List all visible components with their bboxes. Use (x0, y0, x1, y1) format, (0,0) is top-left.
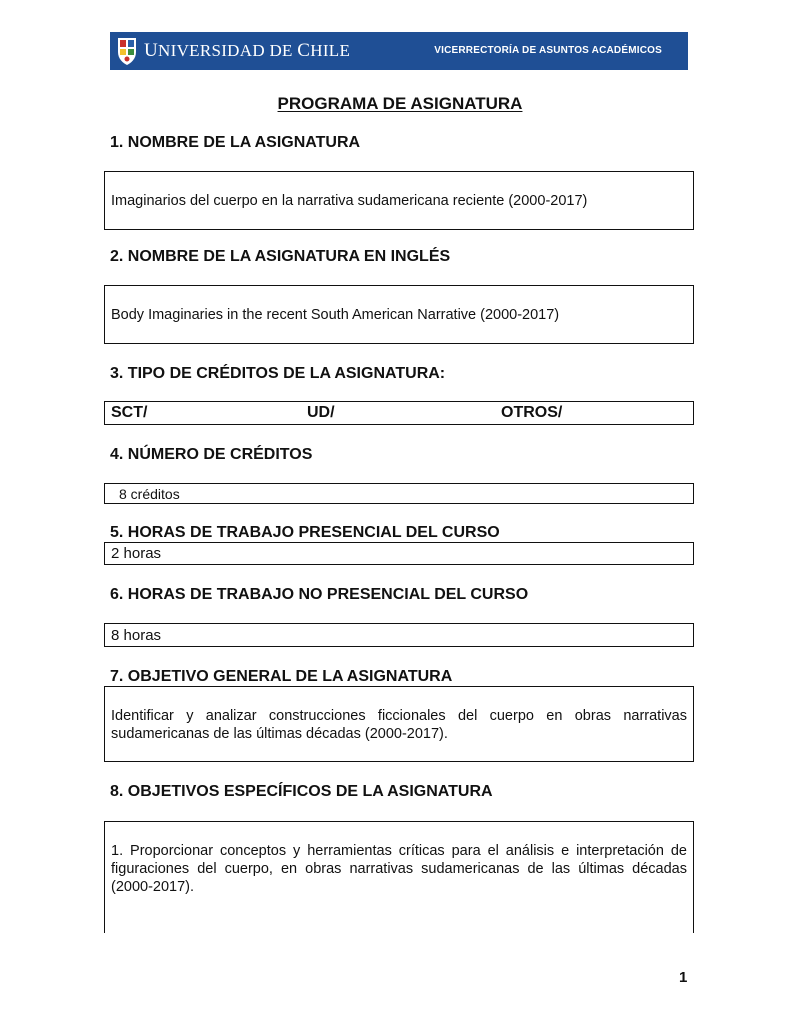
course-name-english-value: Body Imaginaries in the recent South American Narrative (2000-2017) (111, 306, 560, 323)
credits-number-value: 8 créditos (119, 485, 180, 502)
header-banner (110, 32, 688, 70)
presential-hours-value: 2 horas (111, 545, 162, 562)
section-7-box (104, 686, 694, 762)
section-3-box (104, 401, 694, 425)
page-number: 1 (679, 969, 688, 986)
credit-type-otros: OTROS/ (501, 404, 563, 421)
section-8-box (104, 821, 694, 933)
specific-objectives-value: 1. Proporcionar conceptos y herramientas críticas para el análisis e interpretación de figuraciones del cuerpo, en obras narrativas sudamericanas de las últimas décadas (2000-2017). (111, 843, 687, 895)
vicerrectoria-label: VICERRECTORÍA DE ASUNTOS ACADÉMICOS (434, 45, 662, 56)
section-8-heading: 8. OBJETIVOS ESPECÍFICOS DE LA ASIGNATURA (110, 783, 493, 800)
credit-types-row (105, 402, 693, 424)
credit-type-sct: SCT/ (111, 404, 148, 421)
section-4-heading: 4. NÚMERO DE CRÉDITOS (110, 446, 313, 463)
section-3-heading: 3. TIPO DE CRÉDITOS DE LA ASIGNATURA: (110, 365, 446, 382)
section-7-heading: 7. OBJETIVO GENERAL DE LA ASIGNATURA (110, 668, 453, 685)
section-2-box (104, 285, 694, 344)
section-4-box (104, 483, 694, 504)
course-name-value: Imaginarios del cuerpo en la narrativa sudamericana reciente (2000-2017) (111, 192, 588, 209)
general-objective-value: Identificar y analizar construcciones ficcionales del cuerpo en obras narrativas sudamericanas de las últimas décadas (2000-2017). (111, 708, 687, 742)
section-1-box (104, 171, 694, 230)
section-1-heading: 1. NOMBRE DE LA ASIGNATURA (110, 134, 361, 151)
section-6-heading: 6. HORAS DE TRABAJO NO PRESENCIAL DEL CURSO (110, 586, 529, 603)
page-title: PROGRAMA DE ASIGNATURA (277, 94, 523, 113)
section-5-box (104, 542, 694, 565)
credit-type-ud: UD/ (307, 404, 335, 421)
university-crest-icon (116, 36, 138, 66)
university-name: UNIVERSIDAD DE CHILE (144, 40, 351, 61)
section-6-box (104, 623, 694, 647)
section-2-heading: 2. NOMBRE DE LA ASIGNATURA EN INGLÉS (110, 248, 451, 265)
non-presential-hours-value: 8 horas (111, 626, 162, 644)
section-5-heading: 5. HORAS DE TRABAJO PRESENCIAL DEL CURSO (110, 524, 500, 541)
